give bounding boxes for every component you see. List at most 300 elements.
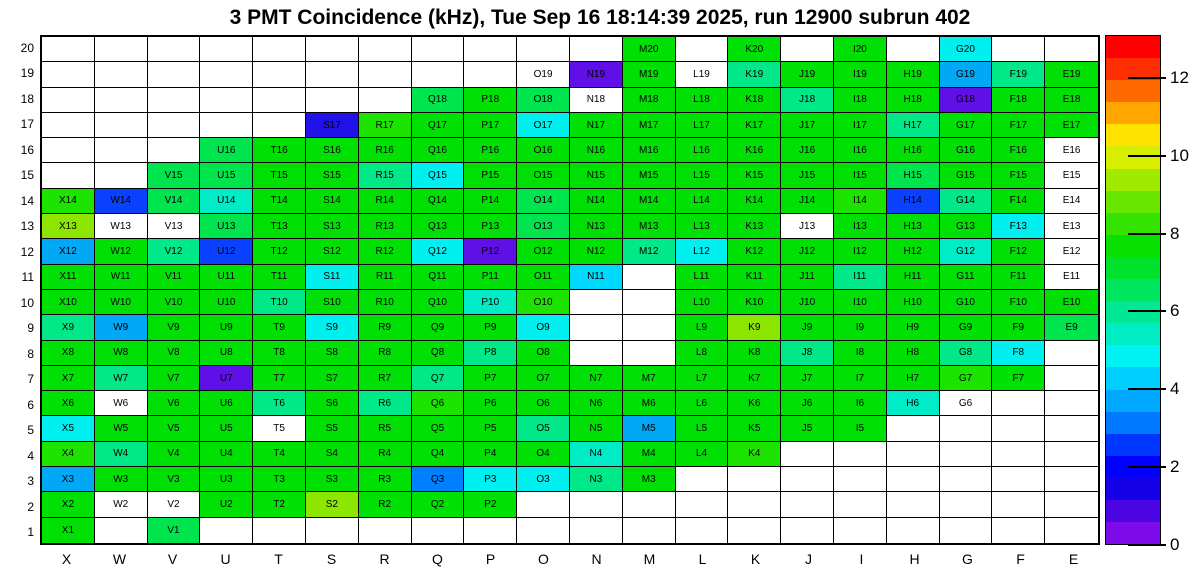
colorbar-band	[1106, 478, 1160, 500]
cell-p12: P12	[464, 239, 517, 264]
cell-q18: Q18	[412, 88, 465, 113]
cell-empty	[95, 163, 148, 188]
cell-v7: V7	[148, 366, 201, 391]
cell-r3: R3	[359, 467, 412, 492]
cell-x4: X4	[42, 442, 95, 467]
cell-empty	[464, 37, 517, 62]
cell-h10: H10	[887, 290, 940, 315]
cell-r7: R7	[359, 366, 412, 391]
row-label-13: 13	[20, 219, 34, 234]
colorbar-band	[1106, 36, 1160, 58]
cell-u13: U13	[200, 214, 253, 239]
cell-l9: L9	[676, 315, 729, 340]
cell-empty	[623, 265, 676, 290]
cell-l12: L12	[676, 239, 729, 264]
cell-empty	[728, 492, 781, 517]
heatmap-grid	[40, 35, 1100, 545]
cell-p3: P3	[464, 467, 517, 492]
cell-w14: W14	[95, 189, 148, 214]
cell-empty	[464, 518, 517, 543]
cell-empty	[253, 37, 306, 62]
cell-r12: R12	[359, 239, 412, 264]
cell-o14: O14	[517, 189, 570, 214]
column-label-s: S	[326, 551, 337, 567]
cell-empty	[992, 391, 1045, 416]
cell-t5: T5	[253, 416, 306, 441]
cell-u7: U7	[200, 366, 253, 391]
cell-i7: I7	[834, 366, 887, 391]
cell-x5: X5	[42, 416, 95, 441]
cell-empty	[517, 37, 570, 62]
cell-w8: W8	[95, 341, 148, 366]
cell-empty	[676, 492, 729, 517]
cell-empty	[992, 518, 1045, 543]
cell-p5: P5	[464, 416, 517, 441]
cell-q9: Q9	[412, 315, 465, 340]
cell-empty	[676, 518, 729, 543]
cell-i19: I19	[834, 62, 887, 87]
cell-t2: T2	[253, 492, 306, 517]
cell-f15: F15	[992, 163, 1045, 188]
cell-o12: O12	[517, 239, 570, 264]
cell-j19: J19	[781, 62, 834, 87]
cell-w10: W10	[95, 290, 148, 315]
colorbar-tick-mark	[1128, 310, 1166, 312]
cell-l10: L10	[676, 290, 729, 315]
cell-n13: N13	[570, 214, 623, 239]
cell-i10: I10	[834, 290, 887, 315]
cell-g15: G15	[940, 163, 993, 188]
cell-l19: L19	[676, 62, 729, 87]
cell-v9: V9	[148, 315, 201, 340]
cell-r15: R15	[359, 163, 412, 188]
cell-empty	[570, 315, 623, 340]
cell-n7: N7	[570, 366, 623, 391]
cell-h15: H15	[887, 163, 940, 188]
colorbar-band	[1106, 102, 1160, 124]
cell-empty	[148, 88, 201, 113]
row-label-16: 16	[20, 142, 34, 157]
row-label-9: 9	[27, 321, 34, 336]
cell-r16: R16	[359, 138, 412, 163]
cell-empty	[42, 163, 95, 188]
cell-q4: Q4	[412, 442, 465, 467]
cell-w5: W5	[95, 416, 148, 441]
row-label-19: 19	[20, 66, 34, 81]
cell-v5: V5	[148, 416, 201, 441]
cell-w13: W13	[95, 214, 148, 239]
column-label-m: M	[643, 551, 656, 567]
row-label-20: 20	[20, 40, 34, 55]
cell-f13: F13	[992, 214, 1045, 239]
cell-empty	[517, 518, 570, 543]
cell-empty	[148, 138, 201, 163]
cell-empty	[253, 113, 306, 138]
cell-f14: F14	[992, 189, 1045, 214]
cell-empty	[1045, 442, 1098, 467]
cell-o13: O13	[517, 214, 570, 239]
cell-empty	[412, 518, 465, 543]
cell-empty	[200, 88, 253, 113]
cell-i11: I11	[834, 265, 887, 290]
cell-l15: L15	[676, 163, 729, 188]
cell-t13: T13	[253, 214, 306, 239]
cell-w2: W2	[95, 492, 148, 517]
cell-x11: X11	[42, 265, 95, 290]
cell-empty	[1045, 467, 1098, 492]
cell-m4: M4	[623, 442, 676, 467]
cell-k13: K13	[728, 214, 781, 239]
cell-n3: N3	[570, 467, 623, 492]
cell-t7: T7	[253, 366, 306, 391]
cell-h9: H9	[887, 315, 940, 340]
cell-o6: O6	[517, 391, 570, 416]
cell-u15: U15	[200, 163, 253, 188]
cell-empty	[887, 518, 940, 543]
cell-q17: Q17	[412, 113, 465, 138]
cell-n14: N14	[570, 189, 623, 214]
cell-k18: K18	[728, 88, 781, 113]
colorbar-band	[1106, 434, 1160, 456]
cell-e15: E15	[1045, 163, 1098, 188]
column-label-i: I	[859, 551, 864, 567]
cell-f19: F19	[992, 62, 1045, 87]
cell-x9: X9	[42, 315, 95, 340]
cell-s4: S4	[306, 442, 359, 467]
cell-j12: J12	[781, 239, 834, 264]
cell-q16: Q16	[412, 138, 465, 163]
cell-empty	[623, 492, 676, 517]
cell-r6: R6	[359, 391, 412, 416]
cell-o9: O9	[517, 315, 570, 340]
cell-empty	[306, 518, 359, 543]
cell-p15: P15	[464, 163, 517, 188]
cell-e17: E17	[1045, 113, 1098, 138]
cell-m7: M7	[623, 366, 676, 391]
cell-o8: O8	[517, 341, 570, 366]
cell-n4: N4	[570, 442, 623, 467]
cell-empty	[940, 518, 993, 543]
colorbar-band	[1106, 191, 1160, 213]
cell-empty	[940, 416, 993, 441]
cell-r14: R14	[359, 189, 412, 214]
column-label-k: K	[750, 551, 761, 567]
cell-empty	[1045, 366, 1098, 391]
cell-g9: G9	[940, 315, 993, 340]
cell-empty	[834, 442, 887, 467]
cell-l8: L8	[676, 341, 729, 366]
cell-x2: X2	[42, 492, 95, 517]
cell-p9: P9	[464, 315, 517, 340]
cell-m16: M16	[623, 138, 676, 163]
colorbar-band	[1106, 367, 1160, 389]
cell-n11: N11	[570, 265, 623, 290]
cell-g16: G16	[940, 138, 993, 163]
cell-t14: T14	[253, 189, 306, 214]
cell-k11: K11	[728, 265, 781, 290]
cell-u12: U12	[200, 239, 253, 264]
cell-q11: Q11	[412, 265, 465, 290]
row-label-3: 3	[27, 474, 34, 489]
row-label-8: 8	[27, 346, 34, 361]
cell-s16: S16	[306, 138, 359, 163]
cell-p7: P7	[464, 366, 517, 391]
cell-v13: V13	[148, 214, 201, 239]
cell-empty	[834, 467, 887, 492]
cell-o18: O18	[517, 88, 570, 113]
colorbar-tick-mark	[1128, 155, 1166, 157]
cell-o17: O17	[517, 113, 570, 138]
cell-w3: W3	[95, 467, 148, 492]
cell-empty	[148, 113, 201, 138]
cell-f7: F7	[992, 366, 1045, 391]
cell-empty	[1045, 492, 1098, 517]
cell-w6: W6	[95, 391, 148, 416]
cell-m18: M18	[623, 88, 676, 113]
cell-m6: M6	[623, 391, 676, 416]
cell-l14: L14	[676, 189, 729, 214]
cell-k6: K6	[728, 391, 781, 416]
cell-s17: S17	[306, 113, 359, 138]
cell-n6: N6	[570, 391, 623, 416]
cell-empty	[306, 88, 359, 113]
cell-empty	[1045, 416, 1098, 441]
cell-empty	[95, 88, 148, 113]
cell-empty	[1045, 341, 1098, 366]
row-label-10: 10	[20, 295, 34, 310]
cell-l18: L18	[676, 88, 729, 113]
cell-n5: N5	[570, 416, 623, 441]
cell-v4: V4	[148, 442, 201, 467]
cell-x14: X14	[42, 189, 95, 214]
cell-k5: K5	[728, 416, 781, 441]
cell-x6: X6	[42, 391, 95, 416]
cell-e9: E9	[1045, 315, 1098, 340]
cell-empty	[992, 416, 1045, 441]
cell-s10: S10	[306, 290, 359, 315]
cell-j17: J17	[781, 113, 834, 138]
cell-j18: J18	[781, 88, 834, 113]
cell-j10: J10	[781, 290, 834, 315]
cell-q8: Q8	[412, 341, 465, 366]
cell-q13: Q13	[412, 214, 465, 239]
cell-h17: H17	[887, 113, 940, 138]
cell-t16: T16	[253, 138, 306, 163]
cell-k19: K19	[728, 62, 781, 87]
column-label-x: X	[61, 551, 72, 567]
cell-u5: U5	[200, 416, 253, 441]
cell-n16: N16	[570, 138, 623, 163]
cell-p8: P8	[464, 341, 517, 366]
cell-s2: S2	[306, 492, 359, 517]
cell-g7: G7	[940, 366, 993, 391]
cell-x12: X12	[42, 239, 95, 264]
column-label-q: Q	[432, 551, 443, 567]
cell-x7: X7	[42, 366, 95, 391]
cell-p14: P14	[464, 189, 517, 214]
row-label-7: 7	[27, 372, 34, 387]
cell-o7: O7	[517, 366, 570, 391]
cell-s8: S8	[306, 341, 359, 366]
cell-h7: H7	[887, 366, 940, 391]
column-label-h: H	[909, 551, 920, 567]
cell-i6: I6	[834, 391, 887, 416]
cell-l11: L11	[676, 265, 729, 290]
cell-r2: R2	[359, 492, 412, 517]
colorbar-tick-value: 12	[1170, 67, 1189, 87]
cell-s15: S15	[306, 163, 359, 188]
colorbar-band	[1106, 213, 1160, 235]
cell-r10: R10	[359, 290, 412, 315]
cell-g8: G8	[940, 341, 993, 366]
cell-empty	[992, 442, 1045, 467]
cell-m5: M5	[623, 416, 676, 441]
cell-v10: V10	[148, 290, 201, 315]
cell-t12: T12	[253, 239, 306, 264]
cell-empty	[412, 62, 465, 87]
cell-q14: Q14	[412, 189, 465, 214]
colorbar-band	[1106, 257, 1160, 279]
cell-j14: J14	[781, 189, 834, 214]
colorbar-band	[1106, 390, 1160, 412]
cell-empty	[359, 62, 412, 87]
cell-s9: S9	[306, 315, 359, 340]
cell-s5: S5	[306, 416, 359, 441]
cell-g14: G14	[940, 189, 993, 214]
cell-h12: H12	[887, 239, 940, 264]
cell-u6: U6	[200, 391, 253, 416]
cell-empty	[834, 492, 887, 517]
cell-i17: I17	[834, 113, 887, 138]
cell-s13: S13	[306, 214, 359, 239]
cell-j8: J8	[781, 341, 834, 366]
cell-j9: J9	[781, 315, 834, 340]
cell-i9: I9	[834, 315, 887, 340]
cell-empty	[95, 62, 148, 87]
cell-n19: N19	[570, 62, 623, 87]
cell-empty	[781, 518, 834, 543]
cell-l7: L7	[676, 366, 729, 391]
cell-t6: T6	[253, 391, 306, 416]
cell-f8: F8	[992, 341, 1045, 366]
cell-h6: H6	[887, 391, 940, 416]
cell-h16: H16	[887, 138, 940, 163]
cell-e13: E13	[1045, 214, 1098, 239]
cell-u8: U8	[200, 341, 253, 366]
cell-empty	[781, 442, 834, 467]
cell-empty	[42, 113, 95, 138]
cell-p17: P17	[464, 113, 517, 138]
cell-x13: X13	[42, 214, 95, 239]
cell-p2: P2	[464, 492, 517, 517]
cell-e14: E14	[1045, 189, 1098, 214]
cell-empty	[95, 113, 148, 138]
cell-m20: M20	[623, 37, 676, 62]
column-label-u: U	[220, 551, 231, 567]
cell-s12: S12	[306, 239, 359, 264]
cell-h18: H18	[887, 88, 940, 113]
cell-empty	[148, 62, 201, 87]
cell-h14: H14	[887, 189, 940, 214]
column-label-f: F	[1016, 551, 1025, 567]
cell-m19: M19	[623, 62, 676, 87]
cell-empty	[887, 492, 940, 517]
cell-empty	[623, 315, 676, 340]
cell-u14: U14	[200, 189, 253, 214]
cell-k15: K15	[728, 163, 781, 188]
cell-p10: P10	[464, 290, 517, 315]
cell-empty	[148, 37, 201, 62]
cell-empty	[517, 492, 570, 517]
row-label-1: 1	[27, 525, 34, 540]
cell-empty	[728, 467, 781, 492]
cell-empty	[306, 37, 359, 62]
cell-t9: T9	[253, 315, 306, 340]
column-label-p: P	[485, 551, 496, 567]
cell-s7: S7	[306, 366, 359, 391]
cell-m13: M13	[623, 214, 676, 239]
cell-x10: X10	[42, 290, 95, 315]
cell-r13: R13	[359, 214, 412, 239]
cell-x3: X3	[42, 467, 95, 492]
cell-empty	[887, 416, 940, 441]
cell-r5: R5	[359, 416, 412, 441]
cell-i5: I5	[834, 416, 887, 441]
cell-k17: K17	[728, 113, 781, 138]
cell-empty	[676, 37, 729, 62]
column-label-v: V	[167, 551, 178, 567]
colorbar-tick-value: 4	[1170, 379, 1180, 399]
colorbar-band	[1106, 522, 1160, 544]
cell-n12: N12	[570, 239, 623, 264]
cell-v14: V14	[148, 189, 201, 214]
cell-o4: O4	[517, 442, 570, 467]
column-label-e: E	[1068, 551, 1079, 567]
cell-q5: Q5	[412, 416, 465, 441]
cell-empty	[623, 290, 676, 315]
column-label-g: G	[962, 551, 973, 567]
cell-empty	[623, 341, 676, 366]
cell-e11: E11	[1045, 265, 1098, 290]
cell-empty	[834, 518, 887, 543]
cell-empty	[887, 442, 940, 467]
cell-k10: K10	[728, 290, 781, 315]
cell-empty	[676, 467, 729, 492]
cell-i12: I12	[834, 239, 887, 264]
colorbar-tick-value: 6	[1170, 301, 1180, 321]
cell-e12: E12	[1045, 239, 1098, 264]
cell-empty	[42, 88, 95, 113]
cell-q15: Q15	[412, 163, 465, 188]
colorbar-tick-value: 10	[1170, 145, 1189, 165]
cell-i16: I16	[834, 138, 887, 163]
cell-l17: L17	[676, 113, 729, 138]
colorbar-tick-mark	[1128, 233, 1166, 235]
cell-p13: P13	[464, 214, 517, 239]
colorbar-band	[1106, 80, 1160, 102]
colorbar-band	[1106, 235, 1160, 257]
cell-empty	[42, 37, 95, 62]
cell-empty	[781, 37, 834, 62]
chart-title: 3 PMT Coincidence (kHz), Tue Sep 16 18:14:39 2025, run 12900 subrun 402	[229, 6, 971, 29]
row-label-14: 14	[20, 193, 34, 208]
colorbar-tick-value: 2	[1170, 457, 1180, 477]
column-label-j: J	[805, 551, 812, 567]
cell-p18: P18	[464, 88, 517, 113]
colorbar-band	[1106, 279, 1160, 301]
cell-v2: V2	[148, 492, 201, 517]
cell-empty	[253, 62, 306, 87]
